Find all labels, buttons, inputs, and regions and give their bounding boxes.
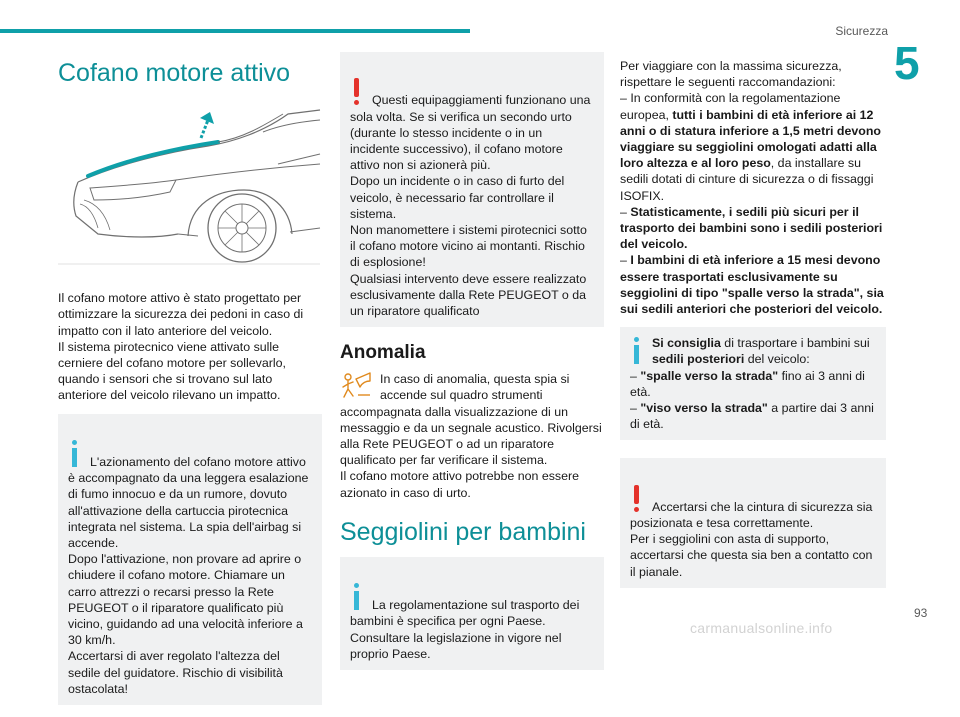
recommendation-3-bold: I bambini di età inferiore a 15 mesi devono essere trasportati esclusivamente su seggiolini di tipo "spalle verso la strada", sia sui sedili anteriori che posteriori del veicolo.: [620, 253, 884, 317]
info-note-rear-seats: [620, 327, 886, 440]
column-right: [620, 58, 886, 600]
header-accent-bar: [0, 29, 470, 33]
tip-line-rear-facing: [630, 368, 876, 400]
warning-icon: [350, 76, 364, 106]
recommendation-3-dash: –: [620, 253, 631, 268]
recommendation-2: [620, 204, 886, 253]
anomaly-section: [340, 371, 604, 501]
tip-bold-advice: Si consiglia: [652, 336, 721, 351]
pedestrian-protection-warning-lamp-icon: [340, 371, 372, 401]
tip-line-2-dash: –: [630, 401, 641, 416]
warning-note-seatbelt: [620, 458, 886, 587]
recommendation-2-bold: Statisticamente, i sedili più sicuri per il trasporto dei bambini sono i sedili posteriori del veicolo.: [620, 204, 883, 252]
tip-text-1: di trasportare i bambini sui: [720, 336, 870, 351]
info-note-regulation: [340, 557, 604, 670]
tip-line-1-tail: fino ai 3 anni di età.: [630, 368, 865, 399]
anomaly-text: In caso di anomalia, questa spia si accende sul quadro strumenti accompagnata dalla visualizzazione di un messaggio e da un segnale acustico. Rivolgersi alla Rete PEUGEOT o ad un riparatore qualificato per far verificare il sistema. Il cofano motore attivo potrebbe non essere azionato in caso di urto.: [340, 372, 602, 500]
tip-line-1-dash: –: [630, 368, 641, 383]
info-note-text: L'azionamento del cofano motore attivo è accompagnato da una leggera esalazione di fumo innocuo e da un rumore, dovuto all'attivazione della cartuccia pirotecnica integrata nel sistema. La spia dell'airbag si accende. Dopo l'attivazione, non provare ad aprire o chiudere il cofano motore. Chiamare un carro attrezzi o recarsi presso la Rete PEUGEOT o il riparatore qualificato più vicino, guidando ad una velocità inferiore a 30 km/h. Accertarsi di aver regolato l'altezza del sedile del guidatore. Rischio di visibilità ostacolata!: [68, 455, 309, 696]
recommendation-1-lead: – In conformità con la regolamentazione europea,: [620, 91, 841, 122]
seatbelt-warning-text: Accertarsi che la cintura di sicurezza sia posizionata e tesa correttamente. Per i seggiolini con asta di supporto, accertarsi che questa sia ben a contatto con il pianale.: [630, 499, 873, 579]
chapter-number: 5: [894, 37, 920, 89]
safety-intro: Per viaggiare con la massima sicurezza, rispettare le seguenti raccomandazioni:: [620, 59, 842, 90]
tip-line-main: [630, 335, 876, 367]
recommendation-1-bold: tutti i bambini di età inferiore ai 12 anni o di statura inferiore a 1,5 metri devono viaggiare su seggiolini omologati adatti alla loro altezza e al loro peso: [620, 107, 881, 171]
regulation-note-text: La regolamentazione sul trasporto dei bambini è specifica per ogni Paese. Consultare la legislazione in vigore nel proprio Paese.: [350, 598, 580, 661]
title-child-seats: Seggiolini per bambini: [340, 517, 586, 546]
warning-icon: [630, 483, 644, 513]
info-icon: [68, 438, 82, 468]
active-bonnet-description: Il cofano motore attivo è stato progettato per ottimizzare la sicurezza dei pedoni in caso di impatto con il lato anteriore del veicolo. Il sistema pirotecnico viene attivato sulle cerniere del cofano motore per sollevarlo, quando i sensori che si trovano sul lato anteriore del veicolo rilevano un impatto.: [58, 291, 304, 403]
warning-note-single-use: [340, 52, 604, 327]
info-icon: [350, 581, 364, 611]
page-number: 93: [914, 606, 928, 620]
column-middle: [340, 52, 604, 682]
tip-line-1-bold: "spalle verso la strada": [640, 368, 779, 383]
recommendation-3: [620, 252, 886, 317]
recommendation-2-dash: –: [620, 204, 631, 219]
recommendation-1-tail: , da installare su sedili dotati di cinture di sicurezza o di fissaggi ISOFIX.: [620, 156, 874, 203]
warning-note-text: Questi equipaggiamenti funzionano una sola volta. Se si verifica un secondo urto (durante lo stesso incidente o in un incidente successivo), il cofano motore attivo non si azionerà più. Dopo un incidente o in caso di furto del veicolo, è necessario far controllare il sistema. Non manomettere i sistemi pirotecnici sotto il cofano motore vicino ai montanti. Rischio di esplosione! Qualsiasi intervento deve essere realizzato esclusivamente dalla Rete PEUGEOT o da un riparatore qualificato: [350, 93, 591, 319]
info-note-activation: [58, 414, 322, 705]
tip-line-2-bold: "viso verso la strada": [640, 401, 768, 416]
watermark: carmanualsonline.info: [690, 620, 833, 636]
tip-bold-rear-seats: sedili posteriori: [652, 352, 745, 367]
tip-line-2-tail: a partire dai 3 anni di età.: [630, 401, 874, 432]
column-left: [58, 58, 322, 717]
title-active-bonnet: Cofano motore attivo: [58, 59, 291, 87]
recommendation-1: [620, 90, 886, 203]
info-icon: [630, 335, 644, 365]
tip-text-2: del veicolo:: [744, 352, 810, 367]
tip-line-forward-facing: [630, 400, 876, 432]
active-bonnet-illustration: [58, 104, 320, 272]
title-anomaly: Anomalia: [340, 342, 426, 364]
section-name: Sicurezza: [835, 24, 888, 38]
